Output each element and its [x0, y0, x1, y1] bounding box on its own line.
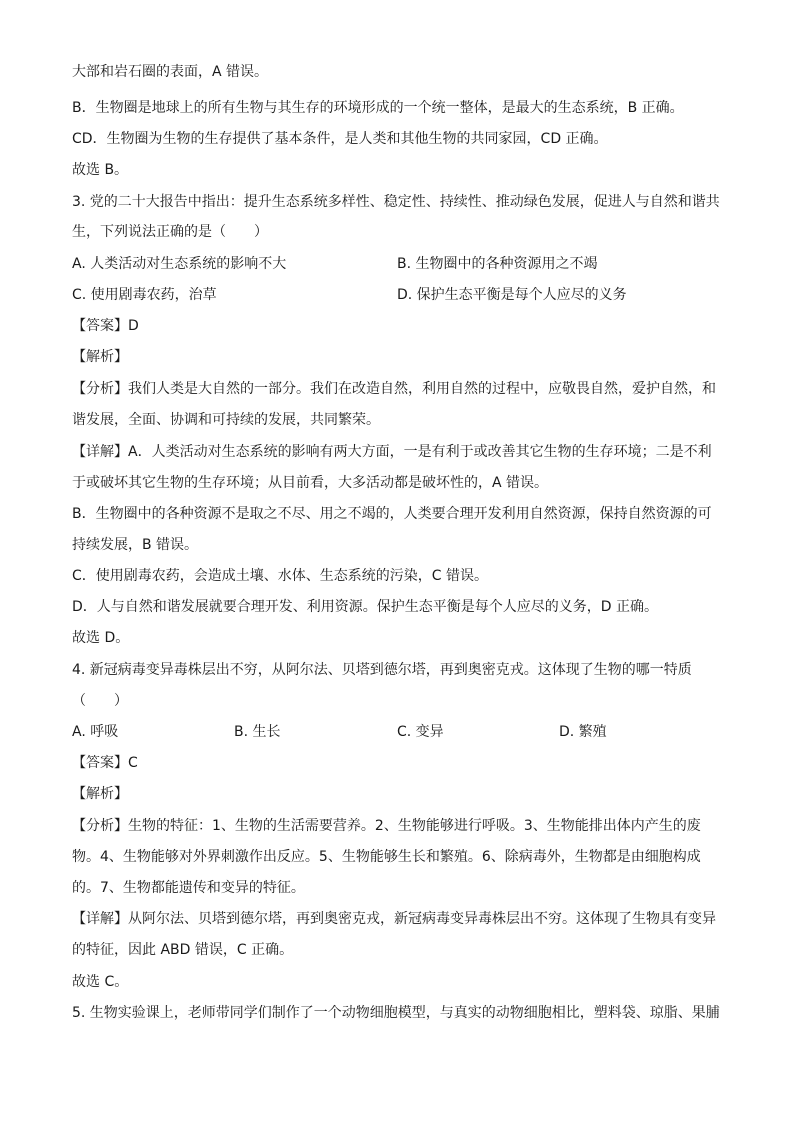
- text-line: 故选 B。: [72, 162, 129, 178]
- question-4-option-c: C. 变异: [397, 724, 444, 740]
- question-4-stem: 4. 新冠病毒变异毒株层出不穷，从阿尔法、贝塔到德尔塔，再到奥密克戎。这体现了生物的哪一特质: [72, 662, 692, 678]
- text-line: B．生物圈是地球上的所有生物与其生存的环境形成的一个统一整体，是最大的生态系统，B 正确。: [72, 100, 684, 116]
- analysis-text: 【分析】我们人类是大自然的一部分。我们在改造自然，利用自然的过程中，应敬畏自然，爱护自然，和: [72, 381, 716, 397]
- question-5-stem: 5. 生物实验课上，老师带同学们制作了一个动物细胞模型，与真实的动物细胞相比，塑料袋、琼脂、果脯: [72, 1005, 720, 1021]
- analysis-text: 谐发展，全面、协调和可持续的发展，共同繁荣。: [72, 412, 380, 428]
- detail-text: 【详解】从阿尔法、贝塔到德尔塔，再到奥密克戎，新冠病毒变异毒株层出不穷。这体现了生物具有变异: [72, 911, 716, 927]
- question-3-option-b: B. 生物圈中的各种资源用之不竭: [397, 256, 598, 272]
- question-3-option-d: D. 保护生态平衡是每个人应尽的义务: [397, 287, 627, 303]
- detail-text: B．生物圈中的各种资源不是取之不尽、用之不竭的，人类要合理开发利用自然资源，保持自然资源的可: [72, 506, 712, 522]
- question-4-stem: （ ）: [72, 693, 128, 709]
- question-3-option-c: C. 使用剧毒农药，治草: [72, 287, 217, 303]
- detail-text: C．使用剧毒农药，会造成土壤、水体、生态系统的污染，C 错误。: [72, 568, 488, 584]
- analysis-label: 【解析】: [72, 349, 128, 365]
- question-4-option-d: D. 繁殖: [559, 724, 607, 740]
- analysis-text: 的。7、生物都能遗传和变异的特征。: [72, 880, 305, 896]
- detail-text: 于或破坏其它生物的生存环境；从目前看，大多活动都是破坏性的，A 错误。: [72, 475, 549, 491]
- analysis-text: 【分析】生物的特征：1、生物的生活需要营养。2、生物能够进行呼吸。3、生物能排出体内产生的废: [72, 818, 701, 834]
- analysis-label: 【解析】: [72, 786, 128, 802]
- question-4-option-b: B. 生长: [234, 724, 281, 740]
- text-line: 大部和岩石圈的表面，A 错误。: [72, 64, 269, 80]
- question-3-option-a: A. 人类活动对生态系统的影响不大: [72, 256, 287, 272]
- detail-text: 【详解】A．人类活动对生态系统的影响有两大方面，一是有利于或改善其它生物的生存环境；二是不利: [72, 444, 712, 460]
- detail-text: 的特征，因此 ABD 错误，C 正确。: [72, 942, 294, 958]
- detail-text: D．人与自然和谐发展就要合理开发、利用资源。保护生态平衡是每个人应尽的义务，D 正确。: [72, 599, 659, 615]
- question-3-stem: 3. 党的二十大报告中指出：提升生态系统多样性、稳定性、持续性、推动绿色发展，促进人与自然和谐共: [72, 194, 720, 210]
- detail-text: 故选 C。: [72, 974, 129, 990]
- analysis-text: 物。4、生物能够对外界刺激作出反应。5、生物能够生长和繁殖。6、除病毒外，生物都是由细胞构成: [72, 849, 701, 865]
- question-3-stem: 生，下列说法正确的是（ ）: [72, 224, 268, 240]
- question-4-option-a: A. 呼吸: [72, 724, 119, 740]
- detail-text: 故选 D。: [72, 630, 130, 646]
- text-line: CD．生物圈为生物的生存提供了基本条件，是人类和其他生物的共同家园，CD 正确。: [72, 131, 608, 147]
- detail-text: 持续发展，B 错误。: [72, 537, 199, 553]
- answer-label: 【答案】D: [72, 318, 139, 334]
- answer-label: 【答案】C: [72, 755, 138, 771]
